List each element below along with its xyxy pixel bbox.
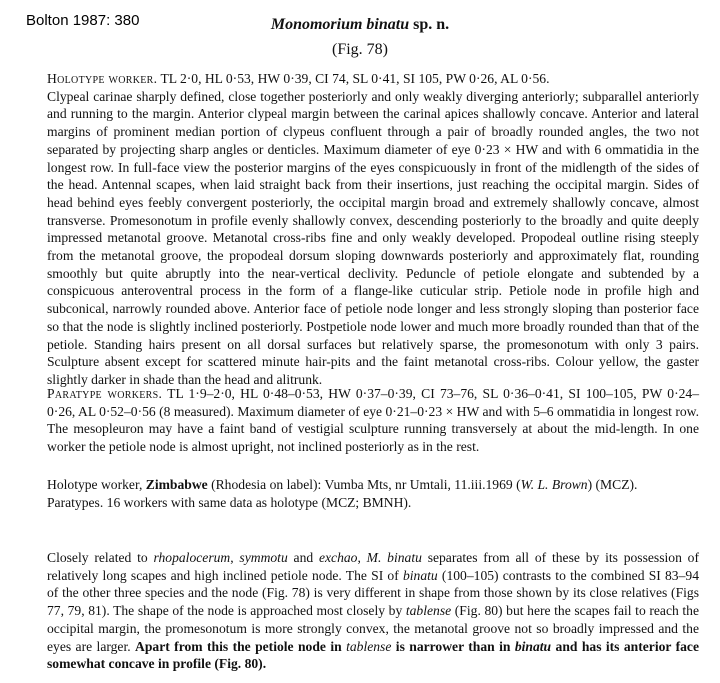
species-ref: tablense — [405, 603, 452, 619]
discussion-bold-text: and has its anterior face somewhat concave in profile (Fig. 80). — [47, 638, 699, 672]
holotype-material — [47, 476, 699, 494]
species-ref: symmotu — [239, 550, 288, 565]
holotype-measurements — [47, 70, 699, 88]
material-section — [47, 476, 699, 511]
citation-label: Bolton 1987: 380 — [26, 12, 140, 29]
holotype-description: Clypeal carinae sharply defined, close together posteriorly and only weakly diverging anteriorly; subparallel anteriorly and running to the margin. Anterior clypeal margin between the carinal apices shallowly concave. Anterior and lateral margins of prominent median portion of clypeus confluent through a pair of broadly rounded angles, the two not separated by projecting sharp angles or denticles. Maximum diameter of eye 0·23 × HW and with 6 ommatidia in the longest row. In full-face view the posterior margins of the eyes conspicuously in front of the midlength of the sides of the head. Antennal scapes, when laid straight back from their insertions, just reaching the occipital margin. Sides of head behind eyes feebly convergent posteriorly, the occipital margin broad and extremely shallowly concave, almost transverse. Promesonotum in profile evenly shallowly convex, descending posteriorly to the broadly and quite deeply impressed metanotal groove. Metanotal cross-ribs fine and only weakly developed. Propodeal outline rising steeply from the metanotal groove, the propodeal dorsum sloping downwards posteriorly and approximately flat, rounding smoothly but quite abruptly into the near-vertical declivity. Peduncle of petiole elongate and subtended by a conspicuous anteroventral process in the form of a flange-like cuticular strip. Petiole node in profile high and subconical, narrowly rounded above. Anterior face of petiole node longer and less strongly sloping than posterior face so that the node is slightly inclined posteriorly. Postpetiole node lower and much more broadly rounded than that of the petiole. Standing hairs present on all dorsal surfaces but relatively sparse, the promesonotum with only 3 pairs. Sculpture absent except for scattered minute hair-pits and the faint metanotal cross-ribs. Colour yellow, the gaster slightly darker in shade than the head and alitrunk. — [47, 88, 699, 387]
discussion-text: (100–105) contrasts to the combined SI 83–94 of the other three species and the node (Fig. 78) is very different in shape from those shown by its close relatives (Figs 77, 79, 81). The shape of the node is approached most closely by — [47, 567, 699, 619]
holotype-heading: Holotype worker. — [47, 71, 158, 86]
discussion-bold-text: Apart from this the petiole node in — [135, 638, 342, 654]
paratype-material: Paratypes. 16 workers with same data as holotype (MCZ; BMNH). — [47, 494, 412, 510]
species-ref: M. binatu — [366, 550, 422, 565]
discussion-text: and — [287, 550, 319, 565]
species-ref: binatu — [402, 567, 438, 583]
species-ref: binatu — [514, 638, 552, 654]
species-ref: tablense — [346, 638, 392, 654]
species-name: Monomorium binatu — [270, 16, 410, 33]
paratype-text: TL 1·9–2·0, HL 0·48–0·53, HW 0·37–0·39, CI 73–76, SL 0·36–0·41, SI 100–105, PW 0·24–0·26, AL 0·52–0·56 (8 measured). Maximum diameter of eye 0·21–0·23 × HW and with 5–6 ommatidia in longest row. The mesopleuron may have a faint band of vestigial sculpture running transversely at about the mid-length. In one worker the petiole node is almost upright, not inclined posteriorly as in the rest. — [47, 386, 699, 455]
discussion-bold-text: is narrower than in — [391, 638, 515, 654]
holotype-section — [47, 70, 699, 389]
discussion-text: separates from all of these by its possession of relatively long scapes and high inclined petiole node. The SI of — [47, 550, 699, 583]
discussion-paragraph — [47, 549, 699, 673]
holotype-depository: ) (MCZ). — [587, 477, 638, 492]
species-suffix: sp. n. — [409, 16, 450, 33]
collector-name: W. L. Brown — [520, 477, 588, 492]
discussion-text: , — [357, 550, 367, 565]
holotype-locality: (Rhodesia on label): Vumba Mts, nr Umtali, 11.iii.1969 ( — [207, 477, 521, 492]
holotype-material-prefix: Holotype worker, — [47, 477, 146, 492]
species-title — [0, 16, 720, 34]
paratype-heading: Paratype workers. — [47, 386, 163, 401]
species-ref: rhopalocerum — [153, 550, 231, 565]
paratype-section — [47, 385, 699, 456]
discussion-text: (Fig. 80) but here the scapes fail to reach the occipital margin, the promesonotum is more strongly convex, the metanotal groove not so broadly impressed and the eyes are larger. — [47, 603, 699, 654]
discussion-text: Closely related to — [47, 550, 154, 565]
paratype-paragraph — [47, 385, 699, 456]
country-name: Zimbabwe — [145, 477, 208, 492]
figure-reference: (Fig. 78) — [332, 41, 388, 58]
species-ref: exchao — [318, 550, 358, 565]
holotype-measurement-values: TL 2·0, HL 0·53, HW 0·39, CI 74, SL 0·41, SI 105, PW 0·26, AL 0·56. — [157, 71, 550, 86]
discussion-text: , — [230, 550, 240, 565]
discussion-section — [47, 549, 699, 673]
